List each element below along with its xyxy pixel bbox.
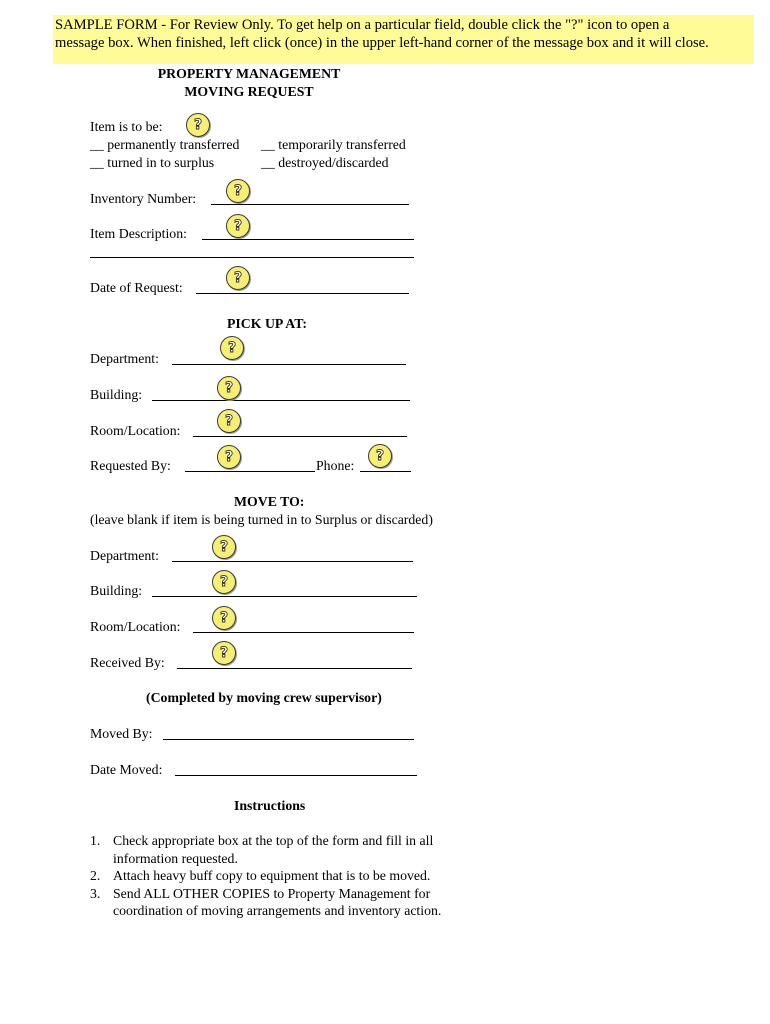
item-description-field-line-2[interactable] [90, 257, 414, 258]
form-title-line-2: MOVING REQUEST [184, 84, 314, 99]
question-mark-icon: ? [233, 218, 243, 234]
inventory-number-label: Inventory Number: [90, 191, 197, 206]
move-to-department-label: Department: [90, 548, 159, 563]
banner-line-1: SAMPLE FORM - For Review Only. To get help on a particular field, double click the "?" icon to open a [55, 17, 670, 33]
instructions-list [90, 832, 470, 920]
help-icon-pickup-building[interactable] [217, 376, 241, 400]
move-to-department-field[interactable] [172, 561, 413, 562]
help-icon-pickup-department[interactable] [220, 336, 244, 360]
phone-field[interactable] [360, 471, 411, 472]
move-to-room-location-label: Room/Location: [90, 619, 181, 634]
moved-by-field[interactable] [163, 739, 414, 740]
help-icon-move-to-room-location[interactable] [212, 606, 236, 630]
help-icon-requested-by[interactable] [217, 445, 241, 469]
question-mark-icon: ? [224, 413, 234, 429]
pickup-building-field[interactable] [152, 400, 410, 401]
requested-by-field[interactable] [185, 471, 315, 472]
question-mark-icon: ? [193, 117, 203, 133]
question-mark-icon: ? [219, 645, 229, 661]
move-to-heading: MOVE TO: [234, 494, 305, 509]
item-description-label: Item Description: [90, 226, 187, 241]
help-icon-move-to-building[interactable] [212, 570, 236, 594]
instructions-heading: Instructions [234, 798, 306, 813]
question-mark-icon: ? [219, 539, 229, 555]
question-mark-icon: ? [224, 380, 234, 396]
instruction-text: Check appropriate box at the top of the form and fill in all information requested. [113, 833, 434, 866]
received-by-field[interactable] [177, 668, 412, 669]
help-icon-inventory-number[interactable] [226, 179, 250, 203]
option-permanently-transferred[interactable]: __ permanently transferred [90, 137, 240, 152]
move-to-building-label: Building: [90, 583, 143, 598]
date-moved-field[interactable] [175, 775, 417, 776]
instruction-item [90, 832, 470, 867]
move-to-building-field[interactable] [152, 596, 417, 597]
date-of-request-label: Date of Request: [90, 280, 183, 295]
crew-heading: (Completed by moving crew supervisor) [146, 690, 382, 705]
pickup-room-location-label: Room/Location: [90, 423, 181, 438]
help-icon-pickup-room-location[interactable] [217, 409, 241, 433]
help-icon-received-by[interactable] [212, 641, 236, 665]
question-mark-icon: ? [227, 340, 237, 356]
item-is-to-be-label: Item is to be: [90, 119, 163, 134]
sample-form-banner [53, 15, 754, 64]
help-icon-phone[interactable] [368, 444, 392, 468]
question-mark-icon: ? [219, 574, 229, 590]
item-description-field[interactable] [202, 239, 414, 240]
question-mark-icon: ? [233, 270, 243, 286]
form-title-line-1: PROPERTY MANAGEMENT [157, 66, 341, 81]
pickup-department-field[interactable] [172, 364, 406, 365]
help-icon-item-is-to-be[interactable] [186, 113, 210, 137]
instruction-item [90, 867, 470, 885]
requested-by-label: Requested By: [90, 458, 171, 473]
help-icon-item-description[interactable] [226, 214, 250, 238]
question-mark-icon: ? [375, 448, 385, 464]
option-temporarily-transferred[interactable]: __ temporarily transferred [261, 137, 406, 152]
pickup-department-label: Department: [90, 351, 159, 366]
question-mark-icon: ? [233, 183, 243, 199]
question-mark-icon: ? [224, 449, 234, 465]
phone-label: Phone: [316, 458, 355, 473]
pick-up-at-heading: PICK UP AT: [227, 316, 307, 331]
banner-line-2: message box. When finished, left click (once) in the upper left-hand corner of the message box and it will close. [55, 35, 709, 51]
pickup-building-label: Building: [90, 387, 143, 402]
received-by-label: Received By: [90, 655, 165, 670]
inventory-number-field[interactable] [211, 204, 409, 205]
option-destroyed-discarded[interactable]: __ destroyed/discarded [261, 155, 389, 170]
instruction-text: Send ALL OTHER COPIES to Property Management for coordination of moving arrangements and inventory action. [113, 885, 442, 918]
instruction-number: 2. [90, 868, 101, 883]
option-turned-in-to-surplus[interactable]: __ turned in to surplus [90, 155, 215, 170]
question-mark-icon: ? [219, 610, 229, 626]
instruction-number: 3. [90, 885, 101, 901]
instruction-text: Attach heavy buff copy to equipment that is to be moved. [113, 868, 431, 883]
help-icon-date-of-request[interactable] [226, 266, 250, 290]
instruction-number: 1. [90, 833, 101, 848]
date-moved-label: Date Moved: [90, 762, 163, 777]
pickup-room-location-field[interactable] [193, 436, 407, 437]
instruction-item [90, 885, 470, 920]
move-to-room-location-field[interactable] [193, 632, 414, 633]
move-to-note: (leave blank if item is being turned in to Surplus or discarded) [90, 512, 433, 527]
moved-by-label: Moved By: [90, 726, 153, 741]
date-of-request-field[interactable] [196, 293, 409, 294]
help-icon-move-to-department[interactable] [212, 535, 236, 559]
